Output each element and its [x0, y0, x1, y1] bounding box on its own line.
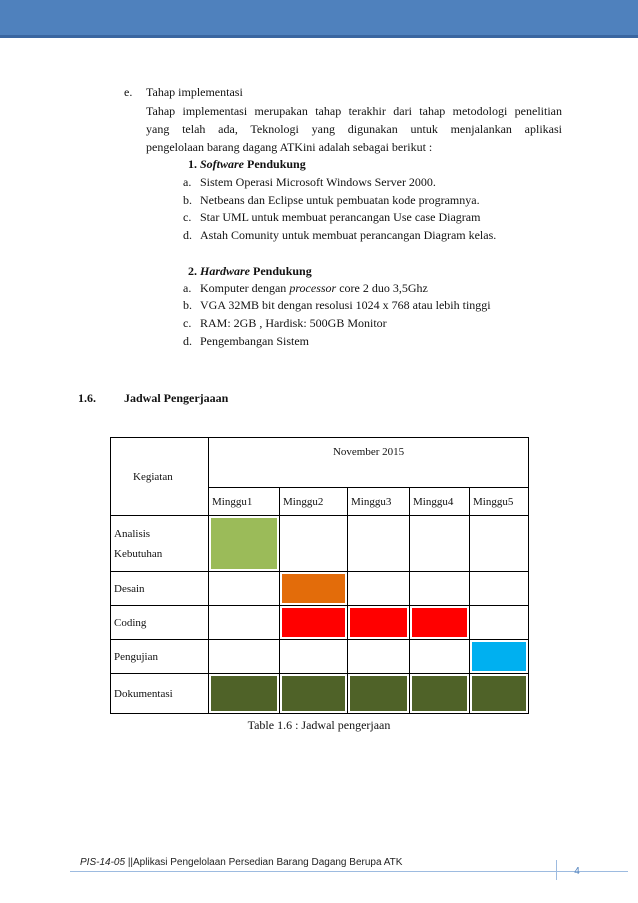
week-cell — [410, 572, 470, 606]
paragraph-line: pengelolaan barang dagang ATKini adalah sebagai berikut : — [146, 140, 433, 154]
week-cell — [209, 640, 280, 674]
hardware-item-a — [200, 281, 428, 295]
week-cell — [209, 572, 280, 606]
activity-label — [111, 516, 209, 572]
week-cell — [209, 674, 280, 714]
activity-label-line: Analisis — [114, 527, 151, 540]
section-number: 1.6. — [78, 391, 96, 405]
week-cell — [470, 606, 529, 640]
schedule-bar — [472, 676, 526, 711]
software-item-b-marker: b. — [183, 193, 192, 207]
week-cell — [348, 640, 410, 674]
schedule-bar — [472, 608, 526, 637]
hardware-item-a-italic: processor — [289, 281, 337, 295]
schedule-table — [110, 437, 529, 714]
week-header-1: Minggu1 — [209, 488, 280, 516]
software-item-a-marker: a. — [183, 175, 192, 189]
week-header-3: Minggu3 — [348, 488, 410, 516]
week-header-2: Minggu2 — [280, 488, 348, 516]
table-caption: Table 1.6 : Jadwal pengerjaan — [247, 718, 391, 732]
schedule-bar — [412, 574, 467, 603]
week-cell — [348, 674, 410, 714]
hardware-title-italic: Hardware — [200, 264, 251, 278]
software-item-a: Sistem Operasi Microsoft Windows Server 2000. — [200, 175, 436, 189]
software-heading — [188, 157, 306, 171]
schedule-row — [111, 606, 529, 640]
hardware-item-d: Pengembangan Sistem — [200, 334, 309, 348]
schedule-bar — [412, 608, 467, 637]
schedule-bar — [282, 608, 345, 637]
hardware-number: 2. — [188, 264, 197, 278]
footer-code: PIS-14-05 — [80, 857, 126, 868]
schedule-row — [111, 640, 529, 674]
schedule-bar — [472, 518, 526, 569]
schedule-bar — [350, 676, 407, 711]
header-bar — [0, 0, 638, 38]
paragraph-line: Tahap implementasi merupakan tahap terakhir dari tahap metodologi penelitian — [146, 104, 562, 118]
week-cell — [280, 640, 348, 674]
week-cell — [410, 606, 470, 640]
software-item-d-marker: d. — [183, 228, 192, 242]
week-cell — [410, 674, 470, 714]
paragraph-line: yang telah ada, Teknologi yang digunakan untuk menjalankan aplikasi — [146, 122, 562, 136]
kegiatan-header-label: Kegiatan — [133, 470, 173, 483]
activity-label: Desain — [111, 572, 209, 606]
schedule-row — [111, 516, 529, 572]
schedule-bar — [211, 676, 277, 711]
section-title: Jadwal Pengerjaaan — [124, 391, 229, 405]
page-number: 4 — [556, 860, 597, 880]
schedule-bar — [282, 574, 345, 603]
activity-label: Coding — [111, 606, 209, 640]
week-header-5: Minggu5 — [470, 488, 529, 516]
software-item-d: Astah Comunity untuk membuat perancangan Diagram kelas. — [200, 228, 497, 242]
schedule-bar — [412, 518, 467, 569]
software-title-italic: Software — [200, 157, 245, 171]
footer-divider — [70, 871, 628, 872]
week-cell — [280, 516, 348, 572]
week-cell — [280, 606, 348, 640]
section-e-title: Tahap implementasi — [146, 85, 243, 99]
footer-title: Aplikasi Pengelolaan Persedian Barang Dagang Berupa ATK — [133, 857, 403, 868]
activity-label: Dokumentasi — [111, 674, 209, 714]
week-cell — [348, 572, 410, 606]
week-cell — [410, 516, 470, 572]
schedule-bar — [472, 642, 526, 671]
month-header — [209, 438, 529, 488]
kegiatan-header — [111, 438, 209, 516]
activity-label-line: Kebutuhan — [114, 547, 163, 560]
week-cell — [209, 606, 280, 640]
hardware-item-c-marker: c. — [183, 316, 192, 330]
month-label: November 2015 — [332, 446, 405, 458]
week-cell — [348, 606, 410, 640]
week-cell — [470, 516, 529, 572]
section-e-marker: e. — [124, 85, 133, 99]
software-number: 1. — [188, 157, 197, 171]
hardware-heading — [188, 264, 312, 278]
schedule-row — [111, 674, 529, 714]
schedule-row — [111, 572, 529, 606]
schedule-bar — [350, 518, 407, 569]
section-e-paragraph — [146, 102, 562, 156]
software-title-rest: Pendukung — [247, 157, 306, 171]
week-cell — [209, 516, 280, 572]
week-header-4: Minggu4 — [410, 488, 470, 516]
hardware-item-a-post: core 2 duo 3,5Ghz — [339, 281, 428, 295]
hardware-item-c: RAM: 2GB , Hardisk: 500GB Monitor — [200, 316, 387, 330]
week-cell — [470, 640, 529, 674]
hardware-item-b: VGA 32MB bit dengan resolusi 1024 x 768 atau lebih tinggi — [200, 298, 491, 312]
schedule-bar — [211, 642, 277, 671]
software-item-c-marker: c. — [183, 210, 192, 224]
hardware-title-rest: Pendukung — [253, 264, 312, 278]
week-cell — [280, 674, 348, 714]
week-cell — [470, 572, 529, 606]
hardware-item-d-marker: d. — [183, 334, 192, 348]
footer-separator: || — [127, 857, 134, 868]
week-cell — [348, 516, 410, 572]
week-cell — [280, 572, 348, 606]
schedule-bar — [412, 676, 467, 711]
schedule-bar — [350, 608, 407, 637]
activity-label: Pengujian — [111, 640, 209, 674]
hardware-item-b-marker: b. — [183, 298, 192, 312]
schedule-bar — [412, 642, 467, 671]
schedule-bar — [350, 574, 407, 603]
schedule-bar — [282, 642, 345, 671]
schedule-bar — [472, 574, 526, 603]
schedule-bar — [282, 518, 345, 569]
schedule-bar — [350, 642, 407, 671]
hardware-item-a-pre: Komputer dengan — [200, 281, 287, 295]
software-item-b: Netbeans dan Eclipse untuk pembuatan kode programnya. — [200, 193, 480, 207]
hardware-item-a-marker: a. — [183, 281, 192, 295]
schedule-bar — [211, 574, 277, 603]
week-cell — [410, 640, 470, 674]
schedule-bar — [282, 676, 345, 711]
schedule-bar — [211, 518, 277, 569]
footer-text — [80, 857, 402, 868]
week-cell — [470, 674, 529, 714]
software-item-c: Star UML untuk membuat perancangan Use case Diagram — [200, 210, 481, 224]
schedule-bar — [211, 608, 277, 637]
